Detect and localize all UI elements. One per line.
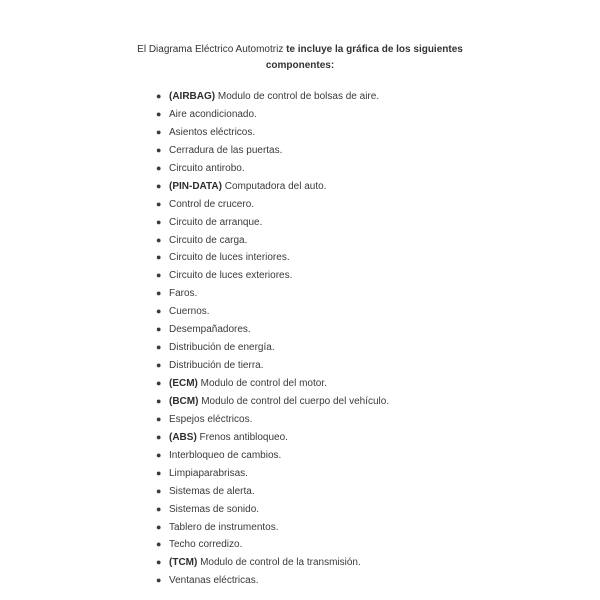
bullet-icon: ● <box>156 126 162 137</box>
list-item-label: Sistemas de alerta. <box>169 485 255 497</box>
list-item-acronym: (TCM) <box>169 557 198 569</box>
list-item-label: Tablero de instrumentos. <box>169 521 279 533</box>
list-item-label: Cuernos. <box>169 306 210 318</box>
list-item-label: Sistemas de sonido. <box>169 503 260 515</box>
list-item-label: Distribución de tierra. <box>169 360 264 372</box>
bullet-icon: ● <box>156 198 162 209</box>
list-item <box>155 178 575 196</box>
list-item <box>155 285 575 303</box>
list-item <box>155 160 575 178</box>
list-item-label: Ventanas eléctricas. <box>169 575 259 587</box>
bullet-icon: ● <box>156 108 162 119</box>
bullet-icon: ● <box>156 431 162 442</box>
list-item-label: Asientos eléctricos. <box>169 126 256 138</box>
list-item-acronym: (ABS) <box>169 431 197 443</box>
list-item <box>155 321 575 339</box>
list-item-label: Modulo de control del motor. <box>197 378 327 389</box>
list-item <box>155 501 575 519</box>
bullet-icon: ● <box>156 521 162 532</box>
list-item-label: Interbloqueo de cambios. <box>169 449 282 461</box>
list-item <box>155 357 575 375</box>
intro-bold-text: te incluye la gráfica de los siguientes componentes: <box>265 44 463 71</box>
list-item-label: Control de crucero. <box>169 198 255 210</box>
bullet-icon: ● <box>156 342 162 353</box>
list-item <box>155 339 575 357</box>
list-item-label: Circuito antirobo. <box>169 162 245 174</box>
list-item-label: Limpiaparabrisas. <box>169 467 248 479</box>
bullet-icon: ● <box>156 539 162 550</box>
bullet-icon: ● <box>156 360 162 371</box>
bullet-icon: ● <box>156 252 162 263</box>
list-item-label: Modulo de control de bolsas de aire. <box>215 91 380 102</box>
list-item <box>155 536 575 554</box>
bullet-icon: ● <box>156 306 162 317</box>
bullet-icon: ● <box>156 413 162 424</box>
list-item-label: Circuito de luces interiores. <box>169 252 290 264</box>
list-item <box>155 124 575 142</box>
bullet-icon: ● <box>156 216 162 227</box>
list-item <box>155 267 575 285</box>
bullet-icon: ● <box>156 270 162 281</box>
list-item-label: Techo corredizo. <box>169 539 243 551</box>
list-item <box>155 232 575 250</box>
list-item-label: Circuito de carga. <box>169 234 248 246</box>
list-item-label: Modulo de control de la transmisión. <box>197 557 361 569</box>
list-item <box>155 106 575 124</box>
bullet-icon: ● <box>156 503 162 514</box>
bullet-icon: ● <box>156 144 162 155</box>
list-item-label: Cerradura de las puertas. <box>169 144 283 156</box>
list-item-acronym: (ECM) <box>169 378 198 389</box>
list-item-label: Modulo de control del cuerpo del vehículo. <box>198 395 390 407</box>
bullet-icon: ● <box>156 485 162 496</box>
list-item <box>155 375 575 393</box>
bullet-icon: ● <box>156 575 162 586</box>
bullet-icon: ● <box>156 162 162 173</box>
bullet-icon: ● <box>156 378 162 388</box>
bullet-icon: ● <box>156 467 162 478</box>
list-item <box>155 554 575 572</box>
list-item <box>155 303 575 321</box>
bullet-icon: ● <box>156 91 162 101</box>
intro-paragraph <box>110 42 490 74</box>
bullet-icon: ● <box>156 234 162 245</box>
list-item <box>155 519 575 537</box>
list-item-acronym: (PIN-DATA) <box>169 180 222 192</box>
list-item-acronym: (AIRBAG) <box>169 91 216 102</box>
list-item <box>155 214 575 232</box>
bullet-icon: ● <box>156 395 162 406</box>
list-item-label: Circuito de arranque. <box>169 216 263 228</box>
list-item <box>155 429 575 447</box>
list-item <box>155 465 575 483</box>
list-item-label: Desempañadores. <box>169 324 251 336</box>
bullet-icon: ● <box>156 288 162 299</box>
list-item <box>155 249 575 267</box>
list-item <box>155 411 575 429</box>
list-item-label: Espejos eléctricos. <box>169 413 253 425</box>
list-item <box>155 196 575 214</box>
list-item <box>155 483 575 501</box>
bullet-icon: ● <box>156 557 162 568</box>
list-item-label: Computadora del auto. <box>221 180 327 192</box>
intro-text: El Diagrama Eléctrico Automotriz <box>137 44 287 55</box>
list-item-label: Frenos antibloqueo. <box>196 431 288 443</box>
list-item-label: Faros. <box>169 288 198 300</box>
list-item-label: Aire acondicionado. <box>169 108 257 120</box>
list-item <box>155 142 575 160</box>
list-item <box>155 393 575 411</box>
list-item <box>155 447 575 465</box>
list-item-label: Distribución de energía. <box>169 342 275 354</box>
list-item <box>155 572 575 590</box>
list-item <box>155 88 575 106</box>
component-list <box>155 88 575 590</box>
list-item-acronym: (BCM) <box>169 395 199 407</box>
bullet-icon: ● <box>156 449 162 460</box>
list-item-label: Circuito de luces exteriores. <box>169 270 293 282</box>
bullet-icon: ● <box>156 180 162 191</box>
bullet-icon: ● <box>156 324 162 335</box>
